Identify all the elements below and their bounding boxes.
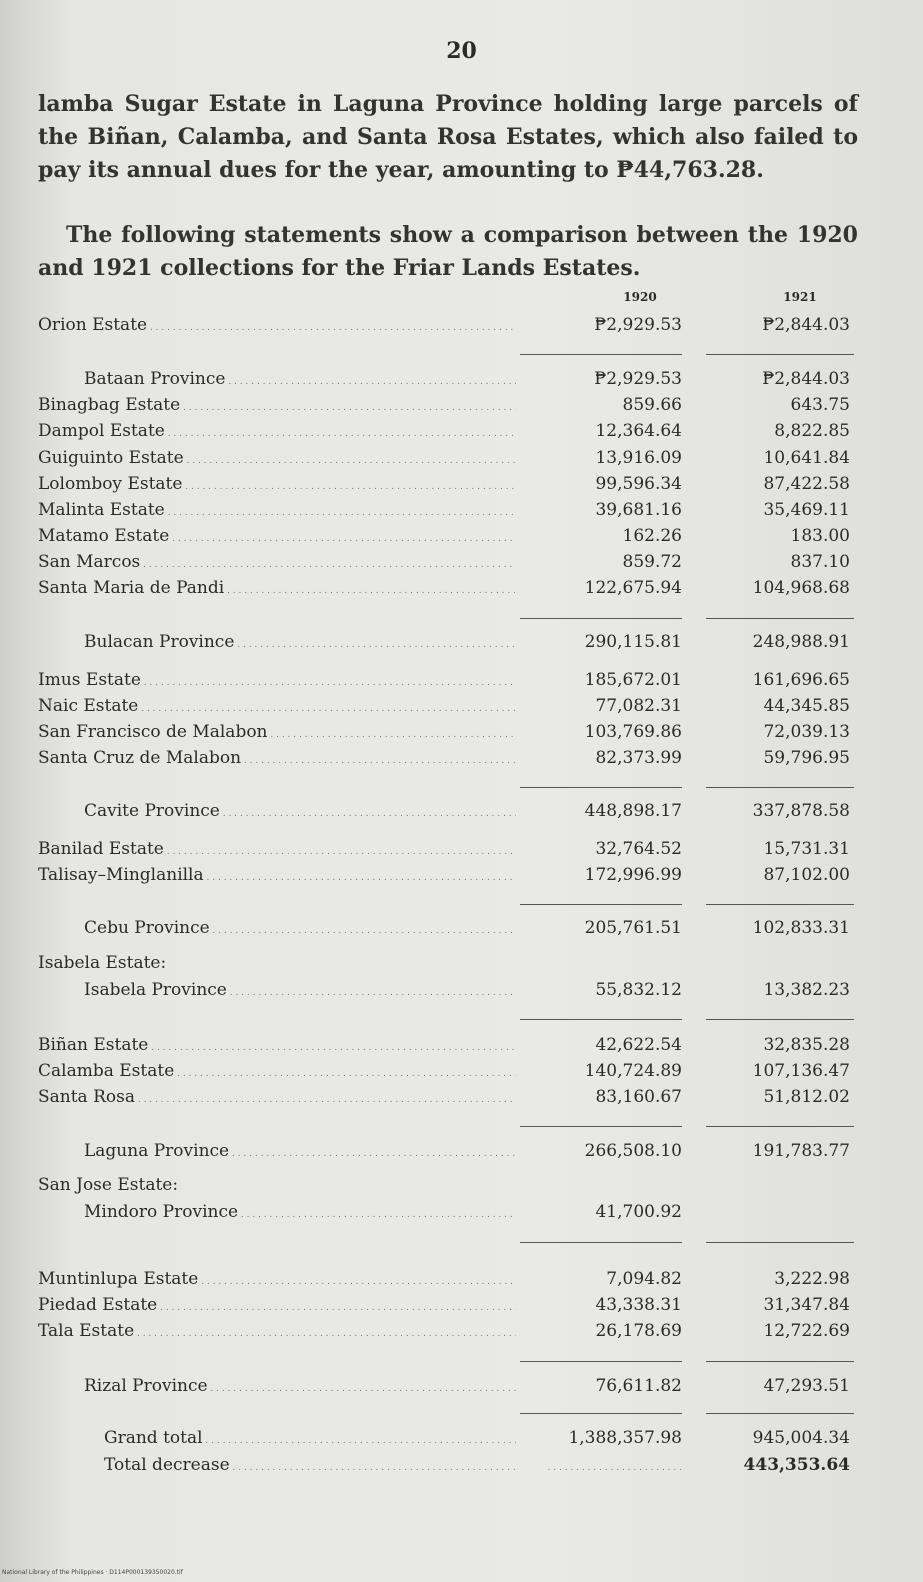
row-label: Dampol Estate . . . — [38, 418, 516, 447]
table-row — [38, 549, 858, 575]
paragraph-2: The following statements show a comparison between the 1920 and 1921 collections for the Friar Lands Estates. — [38, 222, 858, 281]
value-1921: 337,878.58 — [752, 801, 850, 821]
value-1921: 35,469.11 — [763, 500, 850, 520]
row-label: Mindoro Province . . . — [38, 1199, 516, 1228]
value-1920: 859.66 — [622, 395, 682, 415]
value-1921: 248,988.91 — [752, 632, 850, 652]
subtotal-rule — [706, 904, 854, 905]
row-label: San Jose Estate: — [38, 1175, 179, 1195]
row-label: Laguna Province . . . — [38, 1138, 516, 1167]
value-1921: 107,136.47 — [752, 1061, 850, 1081]
value-1921: 945,004.34 — [752, 1428, 850, 1448]
value-1920: 122,675.94 — [584, 578, 682, 598]
row-label: Santa Rosa . . . — [38, 1084, 516, 1113]
value-1921: 13,382.23 — [763, 980, 850, 1000]
subtotal-rule — [520, 1126, 682, 1127]
value-1921: 161,696.65 — [752, 670, 850, 690]
row-label: Rizal Province . . . — [38, 1373, 516, 1402]
value-1921: 12,722.69 — [763, 1321, 850, 1341]
row-label: Biñan Estate . . . — [38, 1032, 516, 1061]
value-1921: 44,345.85 — [763, 696, 850, 716]
value-1920: 42,622.54 — [595, 1035, 682, 1055]
table-row — [38, 575, 858, 601]
subtotal-rule — [706, 1242, 854, 1243]
row-label: Isabela Province . . . — [38, 977, 516, 1006]
subtotal-rule — [520, 1361, 682, 1362]
row-label: Isabela Estate: — [38, 953, 167, 973]
value-1921: ₱2,844.03 — [762, 315, 850, 335]
value-1920: 266,508.10 — [584, 1141, 682, 1161]
column-header-1921: 1921 — [783, 290, 817, 304]
value-1921: 72,039.13 — [763, 722, 850, 742]
row-label: Malinta Estate . . . — [38, 497, 516, 526]
table-row — [38, 366, 858, 392]
total-rule — [520, 1413, 682, 1414]
total-rule — [706, 1413, 854, 1414]
row-label: Matamo Estate . . . — [38, 523, 516, 552]
value-1921: 32,835.28 — [763, 1035, 850, 1055]
value-1920: 448,898.17 — [584, 801, 682, 821]
value-1920: 99,596.34 — [595, 474, 682, 494]
value-1920: 82,373.99 — [595, 748, 682, 768]
row-label: Calamba Estate . . . — [38, 1058, 516, 1087]
row-label: Cebu Province . . . — [38, 915, 516, 944]
table-row — [38, 836, 858, 862]
table-row — [38, 1318, 858, 1344]
value-1921: 837.10 — [790, 552, 850, 572]
table-row — [38, 418, 858, 444]
table-row — [38, 629, 858, 655]
table-row-grand-total — [38, 1425, 858, 1451]
value-1921: 87,102.00 — [763, 865, 850, 885]
subtotal-rule — [520, 1019, 682, 1020]
value-1921: 15,731.31 — [763, 839, 850, 859]
subtotal-rule — [706, 1361, 854, 1362]
subtotal-rule — [520, 354, 682, 355]
value-1920: 103,769.86 — [584, 722, 682, 742]
row-label: Bataan Province . . . — [38, 366, 516, 395]
value-1921: 643.75 — [790, 395, 850, 415]
value-1921: 102,833.31 — [752, 918, 850, 938]
value-1920: 162.26 — [622, 526, 682, 546]
value-1921: 51,812.02 — [763, 1087, 850, 1107]
row-label: Piedad Estate . . . — [38, 1292, 516, 1321]
row-label: Cavite Province . . . — [38, 798, 516, 827]
table-row — [38, 745, 858, 771]
table-row — [38, 523, 858, 549]
table-row — [38, 1084, 858, 1110]
value-1920: ₱2,929.53 — [594, 315, 682, 335]
table-row — [38, 497, 858, 523]
value-1920: 39,681.16 — [595, 500, 682, 520]
value-1920: 290,115.81 — [584, 632, 682, 652]
subtotal-rule — [520, 787, 682, 788]
table-row — [38, 1373, 858, 1399]
value-1920: 43,338.31 — [595, 1295, 682, 1315]
value-1920: 32,764.52 — [595, 839, 682, 859]
value-1921: 104,968.68 — [752, 578, 850, 598]
subtotal-rule — [520, 904, 682, 905]
table-row — [38, 693, 858, 719]
table-row — [38, 1058, 858, 1084]
table-row — [38, 471, 858, 497]
row-label: Tala Estate . . . — [38, 1318, 516, 1347]
value-1921: 87,422.58 — [763, 474, 850, 494]
value-1920: 1,388,357.98 — [568, 1428, 682, 1448]
table-row — [38, 1199, 858, 1225]
value-1920: 859.72 — [622, 552, 682, 572]
value-1921: 10,641.84 — [763, 448, 850, 468]
value-1920: 26,178.69 — [595, 1321, 682, 1341]
value-1920: 185,672.01 — [584, 670, 682, 690]
value-1920: . . . . . . . . . . . . . . . . . . . . . . . . — [547, 1463, 682, 1473]
subtotal-rule — [706, 354, 854, 355]
table-row-total-decrease — [38, 1452, 858, 1478]
value-1920: 12,364.64 — [595, 421, 682, 441]
archive-footer-note: National Library of the Philippines · D114P000139350020.tif — [2, 1569, 183, 1576]
value-1921: 8,822.85 — [774, 421, 850, 441]
table-row — [38, 667, 858, 693]
row-label: Bulacan Province . . . — [38, 629, 516, 658]
value-1920: 13,916.09 — [595, 448, 682, 468]
row-label: Guiguinto Estate . . . — [38, 445, 516, 474]
table-row — [38, 950, 858, 976]
table-row — [38, 719, 858, 745]
row-label: Muntinlupa Estate . . . — [38, 1266, 516, 1295]
value-1921: 59,796.95 — [763, 748, 850, 768]
subtotal-rule — [520, 618, 682, 619]
table-row — [38, 392, 858, 418]
paragraph-1: lamba Sugar Estate in Laguna Province holding large parcels of the Biñan, Calamba, and Santa Rosa Estates, which also failed to pay its annual dues for the year, amounting to ₱44,763.28. — [38, 91, 858, 183]
table-row — [38, 915, 858, 941]
subtotal-rule — [706, 1126, 854, 1127]
subtotal-rule — [706, 787, 854, 788]
table-row — [38, 798, 858, 824]
value-1920: 55,832.12 — [595, 980, 682, 1000]
table-row — [38, 1292, 858, 1318]
value-1920: ₱2,929.53 — [594, 369, 682, 389]
value-1920: 7,094.82 — [606, 1269, 682, 1289]
value-1920: 76,611.82 — [595, 1376, 682, 1396]
value-1920: 172,996.99 — [584, 865, 682, 885]
row-label: Imus Estate . . . — [38, 667, 516, 696]
row-label: Binagbag Estate . . . — [38, 392, 516, 421]
value-1920: 83,160.67 — [595, 1087, 682, 1107]
row-label: Talisay–Minglanilla . . . — [38, 862, 516, 891]
value-1920: 140,724.89 — [584, 1061, 682, 1081]
value-1920: 41,700.92 — [595, 1202, 682, 1222]
subtotal-rule — [706, 618, 854, 619]
row-label: Santa Cruz de Malabon . . . — [38, 745, 516, 774]
value-1921: 191,783.77 — [752, 1141, 850, 1161]
table-row — [38, 1138, 858, 1164]
table-row — [38, 312, 858, 338]
value-1921: 443,353.64 — [743, 1455, 850, 1475]
value-1921: 3,222.98 — [774, 1269, 850, 1289]
table-row — [38, 1032, 858, 1058]
value-1921: 31,347.84 — [763, 1295, 850, 1315]
column-header-1920: 1920 — [623, 290, 657, 304]
value-1921: 183.00 — [790, 526, 850, 546]
row-label: Lolomboy Estate . . . — [38, 471, 516, 500]
table-row — [38, 977, 858, 1003]
row-label: Banilad Estate . . . — [38, 836, 516, 865]
table-row — [38, 445, 858, 471]
row-label: Orion Estate . . . — [38, 312, 516, 341]
row-label: San Francisco de Malabon . . . — [38, 719, 516, 748]
row-label: Naic Estate . . . — [38, 693, 516, 722]
value-1920: 205,761.51 — [584, 918, 682, 938]
table-row — [38, 862, 858, 888]
row-label: Grand total . . . — [38, 1425, 516, 1454]
page-number: 20 — [446, 38, 477, 64]
table-row — [38, 1266, 858, 1292]
value-1921: ₱2,844.03 — [762, 369, 850, 389]
value-1921: 47,293.51 — [763, 1376, 850, 1396]
subtotal-rule — [520, 1242, 682, 1243]
value-1920: 77,082.31 — [595, 696, 682, 716]
table-row — [38, 1172, 858, 1198]
subtotal-rule — [706, 1019, 854, 1020]
row-label: Total decrease . . . — [38, 1452, 516, 1481]
row-label: Santa Maria de Pandi . . . — [38, 575, 516, 604]
row-label: San Marcos . . . — [38, 549, 516, 578]
